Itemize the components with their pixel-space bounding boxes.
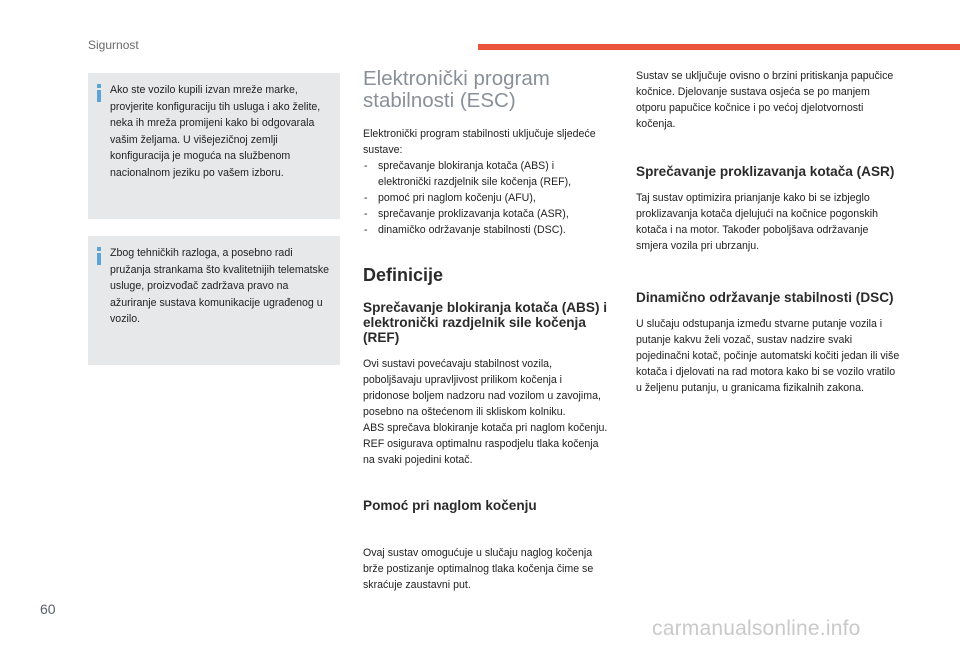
dsc-paragraph: U slučaju odstupanja između stvarne putanje vozila i putanje kakvu želi vozač, sustav nadzire svaki pojedinačni kotač, počinje automatski kočiti jedan ili više kotača i djelovati na rad motora kako bi se vozilo vratilo u željenu putanju, u granicama fizikalnih zakona.	[636, 318, 900, 394]
info-note-text: Ako ste vozilo kupili izvan mreže marke, provjerite konfiguraciju tih usluga i ako želite, neka ih mreža promijeni kako bi odgovarala vašim željama. U višejezičnoj zemlji konfiguracija je moguća na službenom nacionalnom jeziku po vašem izboru.	[110, 84, 321, 179]
section-label: Sigurnost	[88, 38, 139, 52]
definitions-heading: Definicije	[363, 265, 444, 285]
list-item: - dinamičko održavanje stabilnosti (DSC).	[363, 222, 608, 238]
dsc-heading: Dinamično održavanje stabilnosti (DSC)	[636, 290, 894, 305]
column-right	[636, 68, 901, 396]
abs-heading: Sprečavanje blokiranja kotača (ABS) i elektronički razdjelnik sile kočenja (REF)	[363, 300, 608, 345]
abs-paragraph: REF osigurava optimalnu raspodjelu tlaka kočenja na svaki pojedini kotač.	[363, 438, 599, 466]
abs-paragraph: ABS sprečava blokiranje kotača pri naglom kočenju.	[363, 422, 608, 434]
asr-heading: Sprečavanje proklizavanja kotača (ASR)	[636, 164, 895, 179]
esc-intro: Elektronički program stabilnosti uključuje sljedeće sustave:	[363, 128, 596, 156]
column-middle	[363, 68, 608, 593]
afu-paragraph: Sustav se uključuje ovisno o brzini pritiskanja papučice kočnice. Djelovanje sustava osjeća se po manjem otporu papučice kočnice i po većoj djelotvornosti kočenja.	[636, 70, 894, 130]
info-note-telematics-update	[88, 236, 340, 365]
asr-paragraph: Taj sustav optimizira prianjanje kako bi se izbjeglo proklizavanja kotača djelujući na kočnice pogonskih kotača i na motor. Također poboljšava održavanje smjera vozila pri ubrzanju.	[636, 192, 879, 252]
afu-heading: Pomoć pri naglom kočenju	[363, 498, 537, 513]
info-icon	[97, 84, 101, 102]
info-note-text: Zbog tehničkih razloga, a posebno radi pružanja strankama što kvalitetnijih telematske usluge, proizvođač zadržava pravo na ažuriranje sustava komunikacije ugrađenog u vozilo.	[110, 247, 330, 325]
afu-paragraph: Ovaj sustav omogućuje u slučaju naglog kočenja brže postizanje optimalnog tlaka kočenja čime se skraćuje zaustavni put.	[363, 547, 594, 591]
esc-system-list	[363, 158, 608, 238]
info-note-dealer-configuration	[88, 73, 340, 219]
info-icon	[97, 247, 101, 265]
list-item: - pomoć pri naglom kočenju (AFU),	[363, 190, 608, 206]
list-item: - sprečavanje proklizavanja kotača (ASR),	[363, 206, 608, 222]
page-number: 60	[40, 601, 56, 617]
watermark: carmanualsonline.info	[652, 617, 861, 640]
abs-paragraph: Ovi sustavi povećavaju stabilnost vozila, poboljšavaju upravljivost prilikom kočenja i pridonose boljem nadzoru nad vozilom u zavojima, posebno na oštećenom ili skliskom kolniku.	[363, 358, 601, 418]
section-accent-bar	[478, 44, 960, 50]
list-item: - sprečavanje blokiranja kotača (ABS) i elektronički razdjelnik sile kočenja (REF),	[363, 158, 608, 190]
page-title: Elektronički program stabilnosti (ESC)	[363, 67, 550, 112]
